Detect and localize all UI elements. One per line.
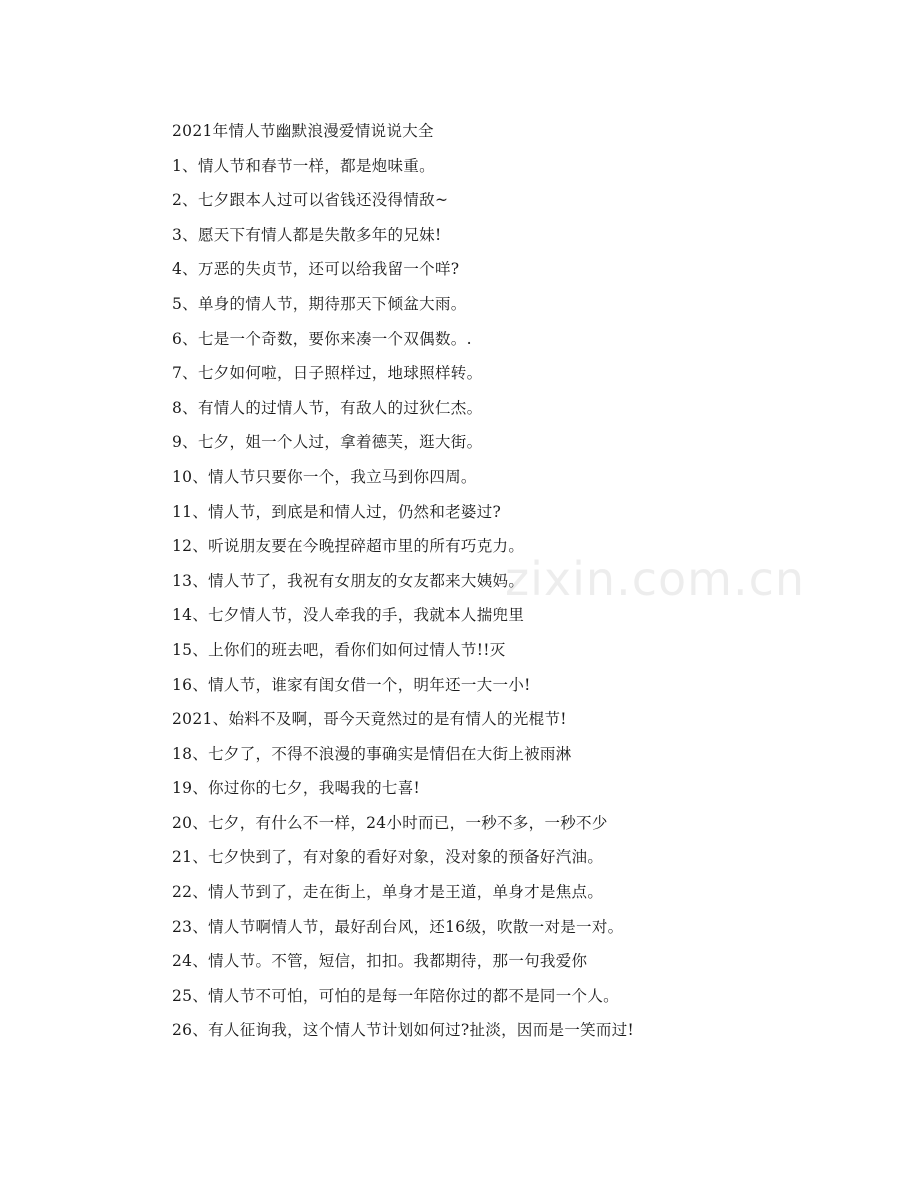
- list-item: 21、七夕快到了，有对象的看好对象，没对象的预备好汽油。: [172, 848, 604, 867]
- document-title: 2021年情人节幽默浪漫爱情说说大全: [172, 122, 434, 140]
- list-item: 25、情人节不可怕，可怕的是每一年陪你过的都不是同一个人。: [172, 986, 619, 1005]
- list-item: 9、七夕，姐一个人过，拿着德芙，逛大街。: [172, 433, 483, 452]
- list-item: 26、有人征询我，这个情人节计划如何过?扯淡，因而是一笑而过!: [172, 1021, 635, 1040]
- list-item: 20、七夕，有什么不一样，24小时而已，一秒不多，一秒不少: [172, 813, 608, 832]
- list-item: 13、情人节了，我祝有女朋友的女友都来大姨妈。: [172, 571, 525, 590]
- list-item: 15、上你们的班去吧，看你们如何过情人节!!灭: [172, 640, 506, 659]
- watermark: zixin.com.cn: [505, 552, 806, 606]
- list-item: 7、七夕如何啦，日子照样过，地球照样转。: [172, 364, 483, 383]
- list-item: 22、情人节到了，走在街上，单身才是王道，单身才是焦点。: [172, 883, 604, 902]
- list-item: 8、有情人的过情人节，有敌人的过狄仁杰。: [172, 398, 483, 417]
- document-body: [172, 114, 792, 1048]
- list-item: 16、情人节，谁家有闺女借一个，明年还一大一小!: [172, 675, 531, 694]
- list-item: 5、单身的情人节，期待那天下倾盆大雨。: [172, 294, 467, 313]
- list-item: 2021、始料不及啊，哥今天竟然过的是有情人的光棍节!: [172, 710, 567, 729]
- list-item: 19、你过你的七夕，我喝我的七喜!: [172, 779, 421, 798]
- list-item: 23、情人节啊情人节，最好刮台风，还16级，吹散一对是一对。: [172, 917, 624, 936]
- list-item: 6、七是一个奇数，要你来凑一个双偶数。.: [172, 329, 472, 348]
- list-item: 1、情人节和春节一样，都是炮味重。: [172, 156, 435, 175]
- list-item: 10、情人节只要你一个，我立马到你四周。: [172, 467, 477, 486]
- quote-list: [172, 149, 792, 1048]
- list-item: 14、七夕情人节，没人牵我的手，我就本人揣兜里: [172, 606, 525, 625]
- list-item: 11、情人节，到底是和情人过，仍然和老婆过?: [172, 502, 502, 521]
- list-item: 2、七夕跟本人过可以省钱还没得情敌~: [172, 191, 449, 210]
- list-item: 3、愿天下有情人都是失散多年的兄妹!: [172, 225, 442, 244]
- list-item: 4、万恶的失贞节，还可以给我留一个咩?: [172, 260, 460, 279]
- list-item: 12、听说朋友要在今晚捏碎超市里的所有巧克力。: [172, 537, 525, 556]
- list-item: 18、七夕了，不得不浪漫的事确实是情侣在大街上被雨淋: [172, 744, 572, 763]
- list-item: 24、情人节。不管，短信，扣扣。我都期待，那一句我爱你: [172, 952, 588, 971]
